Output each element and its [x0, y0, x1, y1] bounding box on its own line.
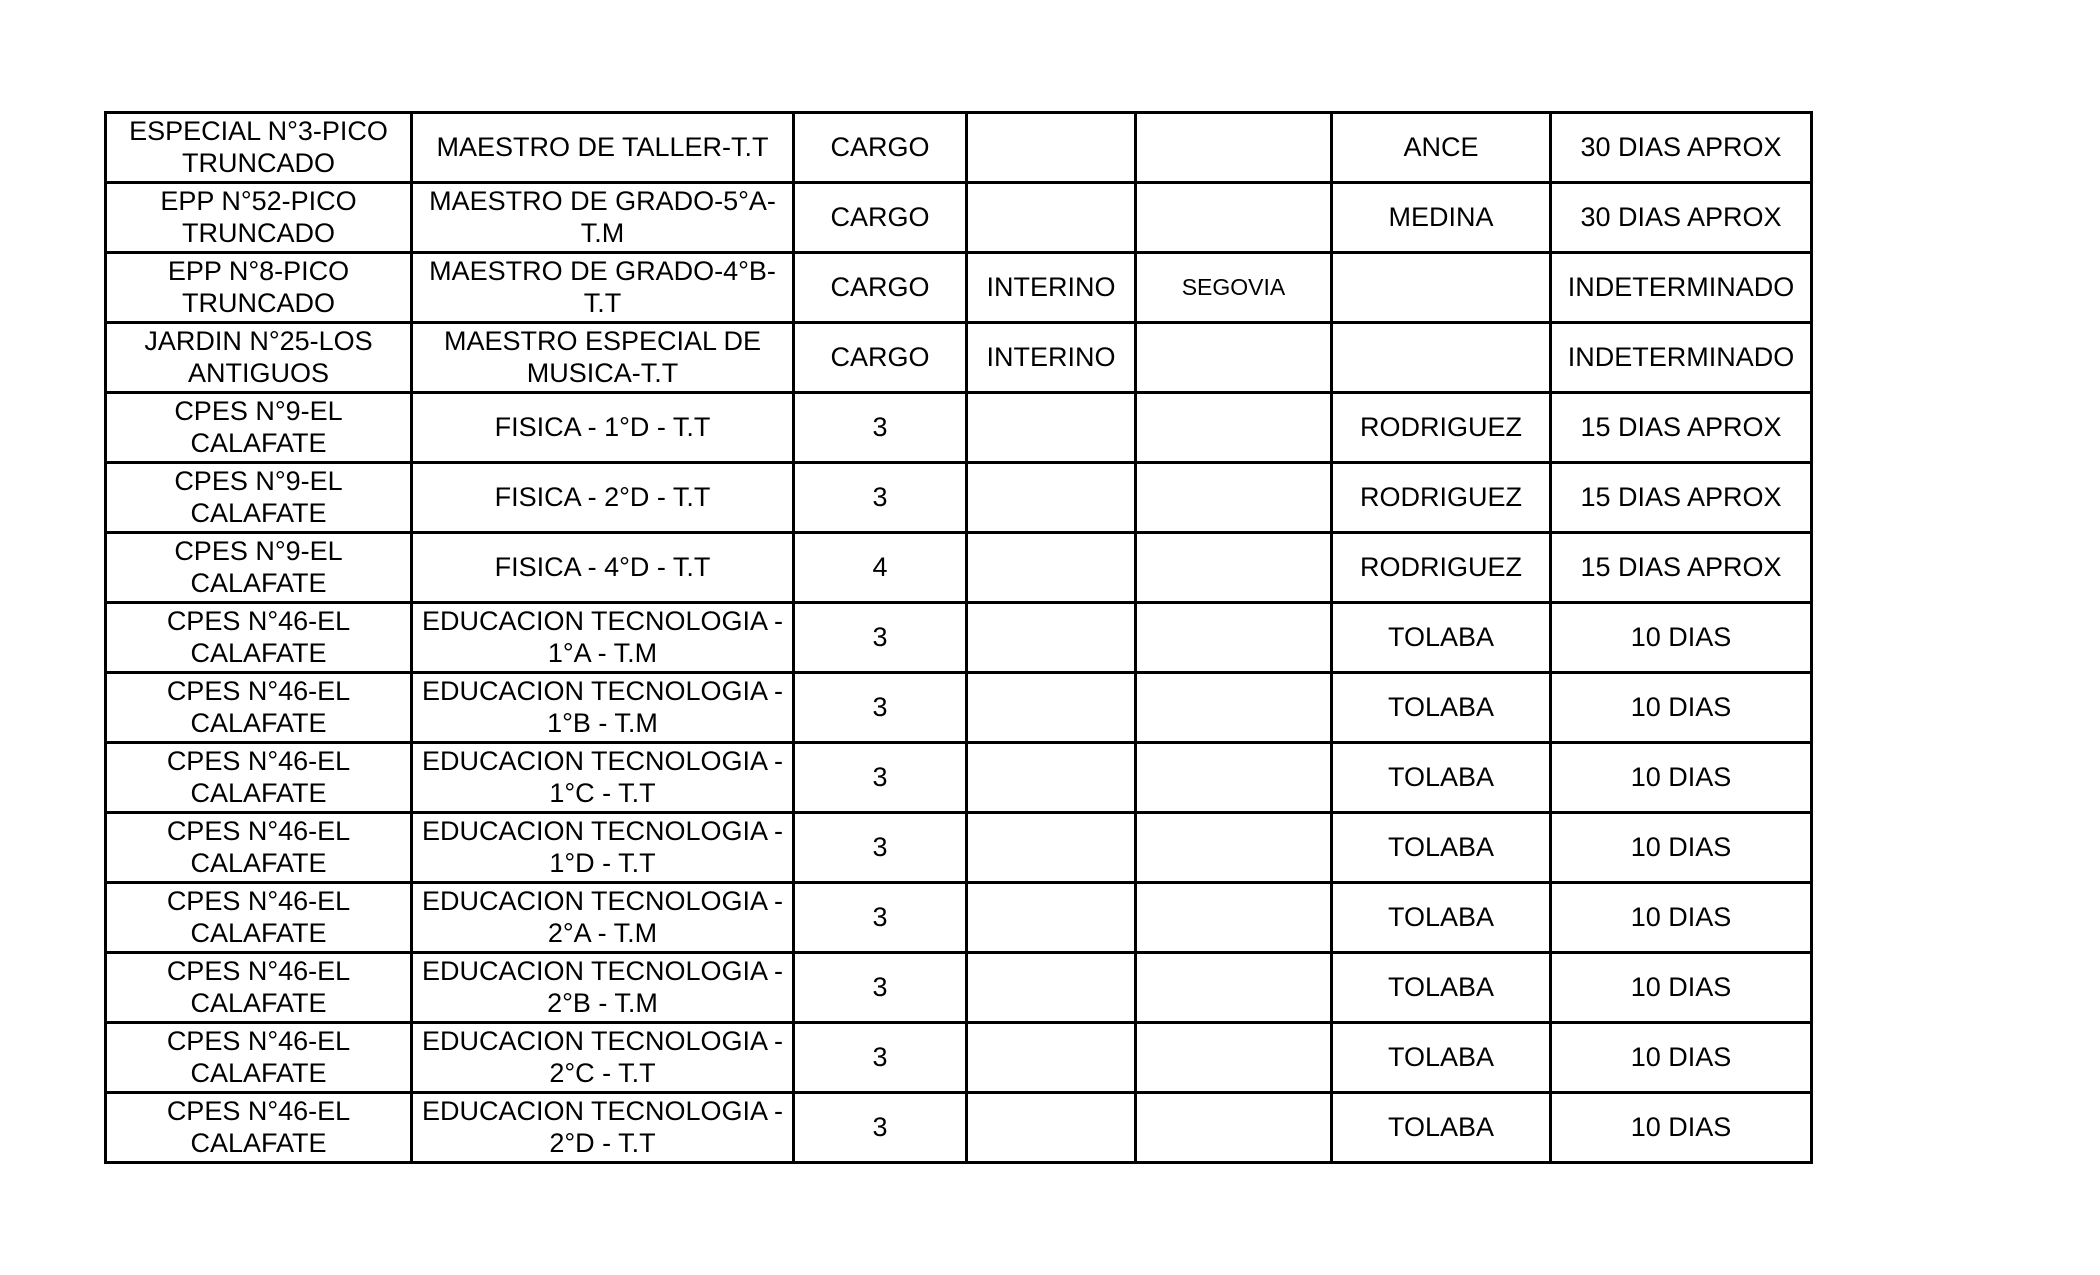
cell-status [967, 183, 1136, 253]
cell-status [967, 673, 1136, 743]
cell-duration: 30 DIAS APROX [1551, 113, 1812, 183]
table-row [106, 743, 1812, 813]
cell-surname-a [1136, 323, 1332, 393]
cell-duration: 10 DIAS [1551, 603, 1812, 673]
table-row [106, 813, 1812, 883]
cell-surname-b: TOLABA [1332, 1093, 1551, 1163]
cell-position: EDUCACION TECNOLOGIA - 1°D - T.T [412, 813, 794, 883]
table-row [106, 673, 1812, 743]
cell-surname-b: TOLABA [1332, 603, 1551, 673]
cell-hours-type: CARGO [794, 253, 967, 323]
cell-surname-a [1136, 603, 1332, 673]
cell-duration: 10 DIAS [1551, 1093, 1812, 1163]
cell-surname-a [1136, 1093, 1332, 1163]
cell-surname-b: TOLABA [1332, 953, 1551, 1023]
cell-position: EDUCACION TECNOLOGIA - 1°B - T.M [412, 673, 794, 743]
cell-status [967, 113, 1136, 183]
cell-surname-b: RODRIGUEZ [1332, 463, 1551, 533]
cell-duration: INDETERMINADO [1551, 323, 1812, 393]
cell-surname-b: MEDINA [1332, 183, 1551, 253]
cell-school: CPES N°46-EL CALAFATE [106, 603, 412, 673]
table-row [106, 323, 1812, 393]
cell-duration: INDETERMINADO [1551, 253, 1812, 323]
cell-school: CPES N°46-EL CALAFATE [106, 883, 412, 953]
cell-hours-type: 3 [794, 1093, 967, 1163]
cell-duration: 10 DIAS [1551, 813, 1812, 883]
cell-school: CPES N°9-EL CALAFATE [106, 533, 412, 603]
cell-hours-type: 3 [794, 883, 967, 953]
cell-surname-a [1136, 393, 1332, 463]
cell-surname-b: TOLABA [1332, 743, 1551, 813]
cell-school: ESPECIAL N°3-PICO TRUNCADO [106, 113, 412, 183]
cell-hours-type: 3 [794, 953, 967, 1023]
cell-hours-type: CARGO [794, 183, 967, 253]
cell-position: FISICA - 2°D - T.T [412, 463, 794, 533]
cell-position: EDUCACION TECNOLOGIA - 1°C - T.T [412, 743, 794, 813]
cell-position: FISICA - 4°D - T.T [412, 533, 794, 603]
cell-surname-a [1136, 883, 1332, 953]
cell-surname-a [1136, 1023, 1332, 1093]
cell-surname-a [1136, 953, 1332, 1023]
cell-hours-type: 3 [794, 603, 967, 673]
cell-status [967, 743, 1136, 813]
cell-status [967, 463, 1136, 533]
cell-surname-b: TOLABA [1332, 813, 1551, 883]
cell-surname-b: RODRIGUEZ [1332, 393, 1551, 463]
assignments-table [104, 111, 1813, 1164]
cell-status [967, 533, 1136, 603]
cell-surname-a [1136, 743, 1332, 813]
cell-status [967, 953, 1136, 1023]
cell-position: EDUCACION TECNOLOGIA - 2°D - T.T [412, 1093, 794, 1163]
cell-surname-a: SEGOVIA [1136, 253, 1332, 323]
cell-hours-type: CARGO [794, 323, 967, 393]
table-row [106, 603, 1812, 673]
cell-school: EPP N°52-PICO TRUNCADO [106, 183, 412, 253]
cell-position: EDUCACION TECNOLOGIA - 2°C - T.T [412, 1023, 794, 1093]
cell-surname-b: TOLABA [1332, 883, 1551, 953]
cell-surname-b: RODRIGUEZ [1332, 533, 1551, 603]
cell-status: INTERINO [967, 253, 1136, 323]
cell-position: MAESTRO DE TALLER-T.T [412, 113, 794, 183]
cell-surname-a [1136, 113, 1332, 183]
cell-hours-type: CARGO [794, 113, 967, 183]
table-row [106, 113, 1812, 183]
cell-duration: 15 DIAS APROX [1551, 533, 1812, 603]
cell-hours-type: 3 [794, 393, 967, 463]
cell-hours-type: 3 [794, 673, 967, 743]
cell-status [967, 813, 1136, 883]
table-row [106, 1093, 1812, 1163]
table-row [106, 1023, 1812, 1093]
cell-surname-a [1136, 183, 1332, 253]
table-row [106, 463, 1812, 533]
cell-duration: 10 DIAS [1551, 1023, 1812, 1093]
cell-duration: 10 DIAS [1551, 743, 1812, 813]
cell-surname-b: TOLABA [1332, 673, 1551, 743]
table-row [106, 253, 1812, 323]
cell-surname-a [1136, 533, 1332, 603]
cell-hours-type: 3 [794, 463, 967, 533]
cell-school: CPES N°46-EL CALAFATE [106, 813, 412, 883]
table-row [106, 183, 1812, 253]
cell-position: EDUCACION TECNOLOGIA - 2°B - T.M [412, 953, 794, 1023]
cell-school: CPES N°9-EL CALAFATE [106, 463, 412, 533]
cell-duration: 30 DIAS APROX [1551, 183, 1812, 253]
cell-hours-type: 4 [794, 533, 967, 603]
cell-duration: 10 DIAS [1551, 883, 1812, 953]
cell-hours-type: 3 [794, 743, 967, 813]
cell-position: MAESTRO DE GRADO-5°A-T.M [412, 183, 794, 253]
cell-status [967, 603, 1136, 673]
cell-school: CPES N°9-EL CALAFATE [106, 393, 412, 463]
table-row [106, 953, 1812, 1023]
cell-duration: 15 DIAS APROX [1551, 393, 1812, 463]
table-row [106, 533, 1812, 603]
cell-school: JARDIN N°25-LOS ANTIGUOS [106, 323, 412, 393]
cell-position: MAESTRO DE GRADO-4°B-T.T [412, 253, 794, 323]
cell-surname-a [1136, 813, 1332, 883]
cell-position: FISICA - 1°D - T.T [412, 393, 794, 463]
cell-duration: 15 DIAS APROX [1551, 463, 1812, 533]
cell-school: CPES N°46-EL CALAFATE [106, 743, 412, 813]
cell-surname-b: TOLABA [1332, 1023, 1551, 1093]
cell-position: MAESTRO ESPECIAL DE MUSICA-T.T [412, 323, 794, 393]
cell-status [967, 1093, 1136, 1163]
cell-hours-type: 3 [794, 1023, 967, 1093]
cell-school: CPES N°46-EL CALAFATE [106, 673, 412, 743]
cell-hours-type: 3 [794, 813, 967, 883]
cell-school: CPES N°46-EL CALAFATE [106, 1093, 412, 1163]
cell-status [967, 393, 1136, 463]
cell-school: CPES N°46-EL CALAFATE [106, 1023, 412, 1093]
cell-position: EDUCACION TECNOLOGIA - 2°A - T.M [412, 883, 794, 953]
cell-surname-b: ANCE [1332, 113, 1551, 183]
cell-surname-b [1332, 323, 1551, 393]
cell-surname-a [1136, 673, 1332, 743]
cell-school: EPP N°8-PICO TRUNCADO [106, 253, 412, 323]
cell-duration: 10 DIAS [1551, 953, 1812, 1023]
table-row [106, 883, 1812, 953]
cell-duration: 10 DIAS [1551, 673, 1812, 743]
cell-surname-b [1332, 253, 1551, 323]
cell-status [967, 883, 1136, 953]
cell-school: CPES N°46-EL CALAFATE [106, 953, 412, 1023]
cell-surname-a [1136, 463, 1332, 533]
cell-status [967, 1023, 1136, 1093]
cell-position: EDUCACION TECNOLOGIA - 1°A - T.M [412, 603, 794, 673]
cell-status: INTERINO [967, 323, 1136, 393]
table-row [106, 393, 1812, 463]
